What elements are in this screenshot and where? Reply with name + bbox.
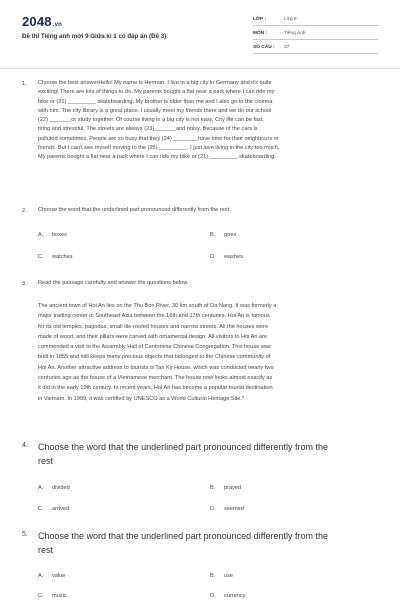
option-letter: D.: [210, 506, 216, 512]
option-word: prayed: [224, 485, 242, 491]
option-word: watches: [52, 254, 73, 260]
meta-count-value: 37: [284, 45, 290, 50]
option-letter: C.: [38, 593, 44, 599]
header-divider: [0, 68, 400, 69]
option-b[interactable]: [210, 232, 236, 238]
option-letter: C.: [38, 254, 44, 260]
option-a[interactable]: [38, 232, 67, 238]
question-number: 4.: [22, 442, 28, 449]
meta-divider: [253, 39, 378, 40]
meta-count-label: SỐ CÂU :: [253, 45, 275, 50]
option-letter: A.: [38, 232, 44, 238]
option-word: use: [224, 573, 234, 579]
passage-line: it did in the early 19th century. In recent years, Hoi An has become a popular tourist destination: [38, 385, 273, 392]
option-b[interactable]: [210, 485, 241, 491]
option-d[interactable]: [210, 593, 245, 599]
question-text: [38, 530, 383, 557]
logo-text: 2048: [22, 14, 52, 29]
text-line: My parents bought a flat near a park where I can ride my bike or (21) _________ skateboarding.: [38, 154, 276, 161]
option-letter: A.: [38, 573, 44, 579]
question-number: 1.: [22, 81, 27, 87]
option-letter: C.: [38, 506, 44, 512]
text-line: tiring and stressful. The streets are always (23)_______and noisy. Because of the cars is: [38, 126, 258, 133]
meta-subject-label: MÔN :: [253, 31, 268, 36]
option-word: washes: [224, 254, 243, 260]
exam-title: Đề thi Tiếng anh mới 9 Giữa kì 1 có đáp án (Đề 3): [22, 33, 167, 40]
question-text: Choose the word that the underlined part pronounced differently from the rest: [38, 207, 230, 213]
option-a[interactable]: [38, 485, 70, 491]
text-line: polluted sometimes. People are so busy that they (24) ________have time for their neighbours or: [38, 135, 279, 142]
question-number: 2.: [22, 208, 27, 214]
question-number: 5.: [22, 531, 28, 538]
passage-line: built in 1855 and still keeps many precious objects that belonged to the Chinese community of: [38, 354, 271, 361]
option-c[interactable]: [38, 593, 67, 599]
option-word: seemed: [224, 506, 244, 512]
question-text: Read the passage carefully and answer the questions below.: [38, 280, 189, 286]
option-word: divided: [52, 485, 70, 491]
option-b[interactable]: [210, 573, 233, 579]
option-d[interactable]: [210, 254, 243, 260]
option-c[interactable]: [38, 506, 69, 512]
meta-divider: [253, 25, 378, 26]
meta-divider: [253, 53, 378, 54]
option-letter: B.: [210, 232, 216, 238]
option-letter: D.: [210, 593, 216, 599]
option-word: music: [52, 593, 67, 599]
text-line: friends. But I can't see myself moving to the (25) _________. I just love living in the city too much.: [38, 145, 280, 152]
text-line: rest: [38, 544, 54, 555]
passage-line: centuries ago as the house of a Vietnamese merchant. The house now looks almost exactly as: [38, 375, 273, 382]
passage-line: made of wood, and their pillars were carved with ornamental design. All visitors to Hoi An are: [38, 333, 268, 340]
passage-line: commended a visit to the Assembly Hall of Cantonese Chinese Congregation. This house was: [38, 344, 271, 351]
text-line: Choose the best answerHello! My name is Herman. I live in a big city in Germany and it's quite: [38, 80, 272, 86]
text-line: (22) _______or study together. Of course living in a big city is not easy. City life can be fast,: [38, 117, 264, 124]
option-a[interactable]: [38, 573, 65, 579]
question-text: [38, 79, 383, 163]
text-line: with him. The city library is a great place. I usually meet my friends there and we do our school: [38, 107, 272, 114]
option-word: currency: [224, 593, 246, 599]
logo-suffix: .vn: [52, 22, 63, 28]
text-line: rest: [38, 455, 54, 466]
option-word: goes: [224, 232, 237, 238]
site-logo[interactable]: [22, 14, 62, 29]
option-letter: D.: [210, 254, 216, 260]
question-number: 3.: [22, 281, 27, 287]
option-letter: B.: [210, 485, 216, 491]
question-text: [38, 441, 383, 468]
page-header: [0, 0, 400, 68]
passage-line: The ancient town of Hoi An lies on the Thu Bon River, 30 km south of Da Nang. It was formerly a: [38, 303, 277, 309]
option-d[interactable]: [210, 506, 244, 512]
meta-subject-value: Tiếng Anh: [284, 31, 306, 36]
passage-line: Hoi An. Another attractive address to tourists is Tan Ky House, which was conducted nearly two: [38, 364, 274, 371]
option-word: arrived: [52, 506, 70, 512]
option-word: value: [52, 573, 66, 579]
option-c[interactable]: [38, 254, 73, 260]
option-letter: B.: [210, 573, 216, 579]
text-line: bike or (21) _________ skateboarding. My brother is older than me and I also go to the cinema: [38, 98, 273, 105]
text-line: Choose the word that the underlined part pronounced differently from the: [38, 442, 329, 452]
meta-class-value: Lớp 9: [284, 17, 297, 22]
meta-class-label: LỚP :: [253, 17, 267, 22]
passage-line: for its old temples, pagodas, small tile-roofed houses and narrow streets. All the houses were: [38, 323, 269, 330]
option-word: boxes: [52, 232, 67, 238]
passage-line: major trading center in Southeast Asia between the 16th and 17th centuries. Hoi An is famous: [38, 313, 270, 320]
passage-line: in Vietnam. In 1999, it was certified by UNESCO as a World Cultural Heritage Site.*: [38, 395, 245, 402]
text-line: Choose the word that the underlined part pronounced differently from the: [38, 531, 329, 541]
option-letter: A.: [38, 485, 44, 491]
text-line: exciting! There are lots of things to do. My parents bought a flat near a park where I can ride my: [38, 89, 275, 96]
reading-passage: [38, 301, 378, 404]
